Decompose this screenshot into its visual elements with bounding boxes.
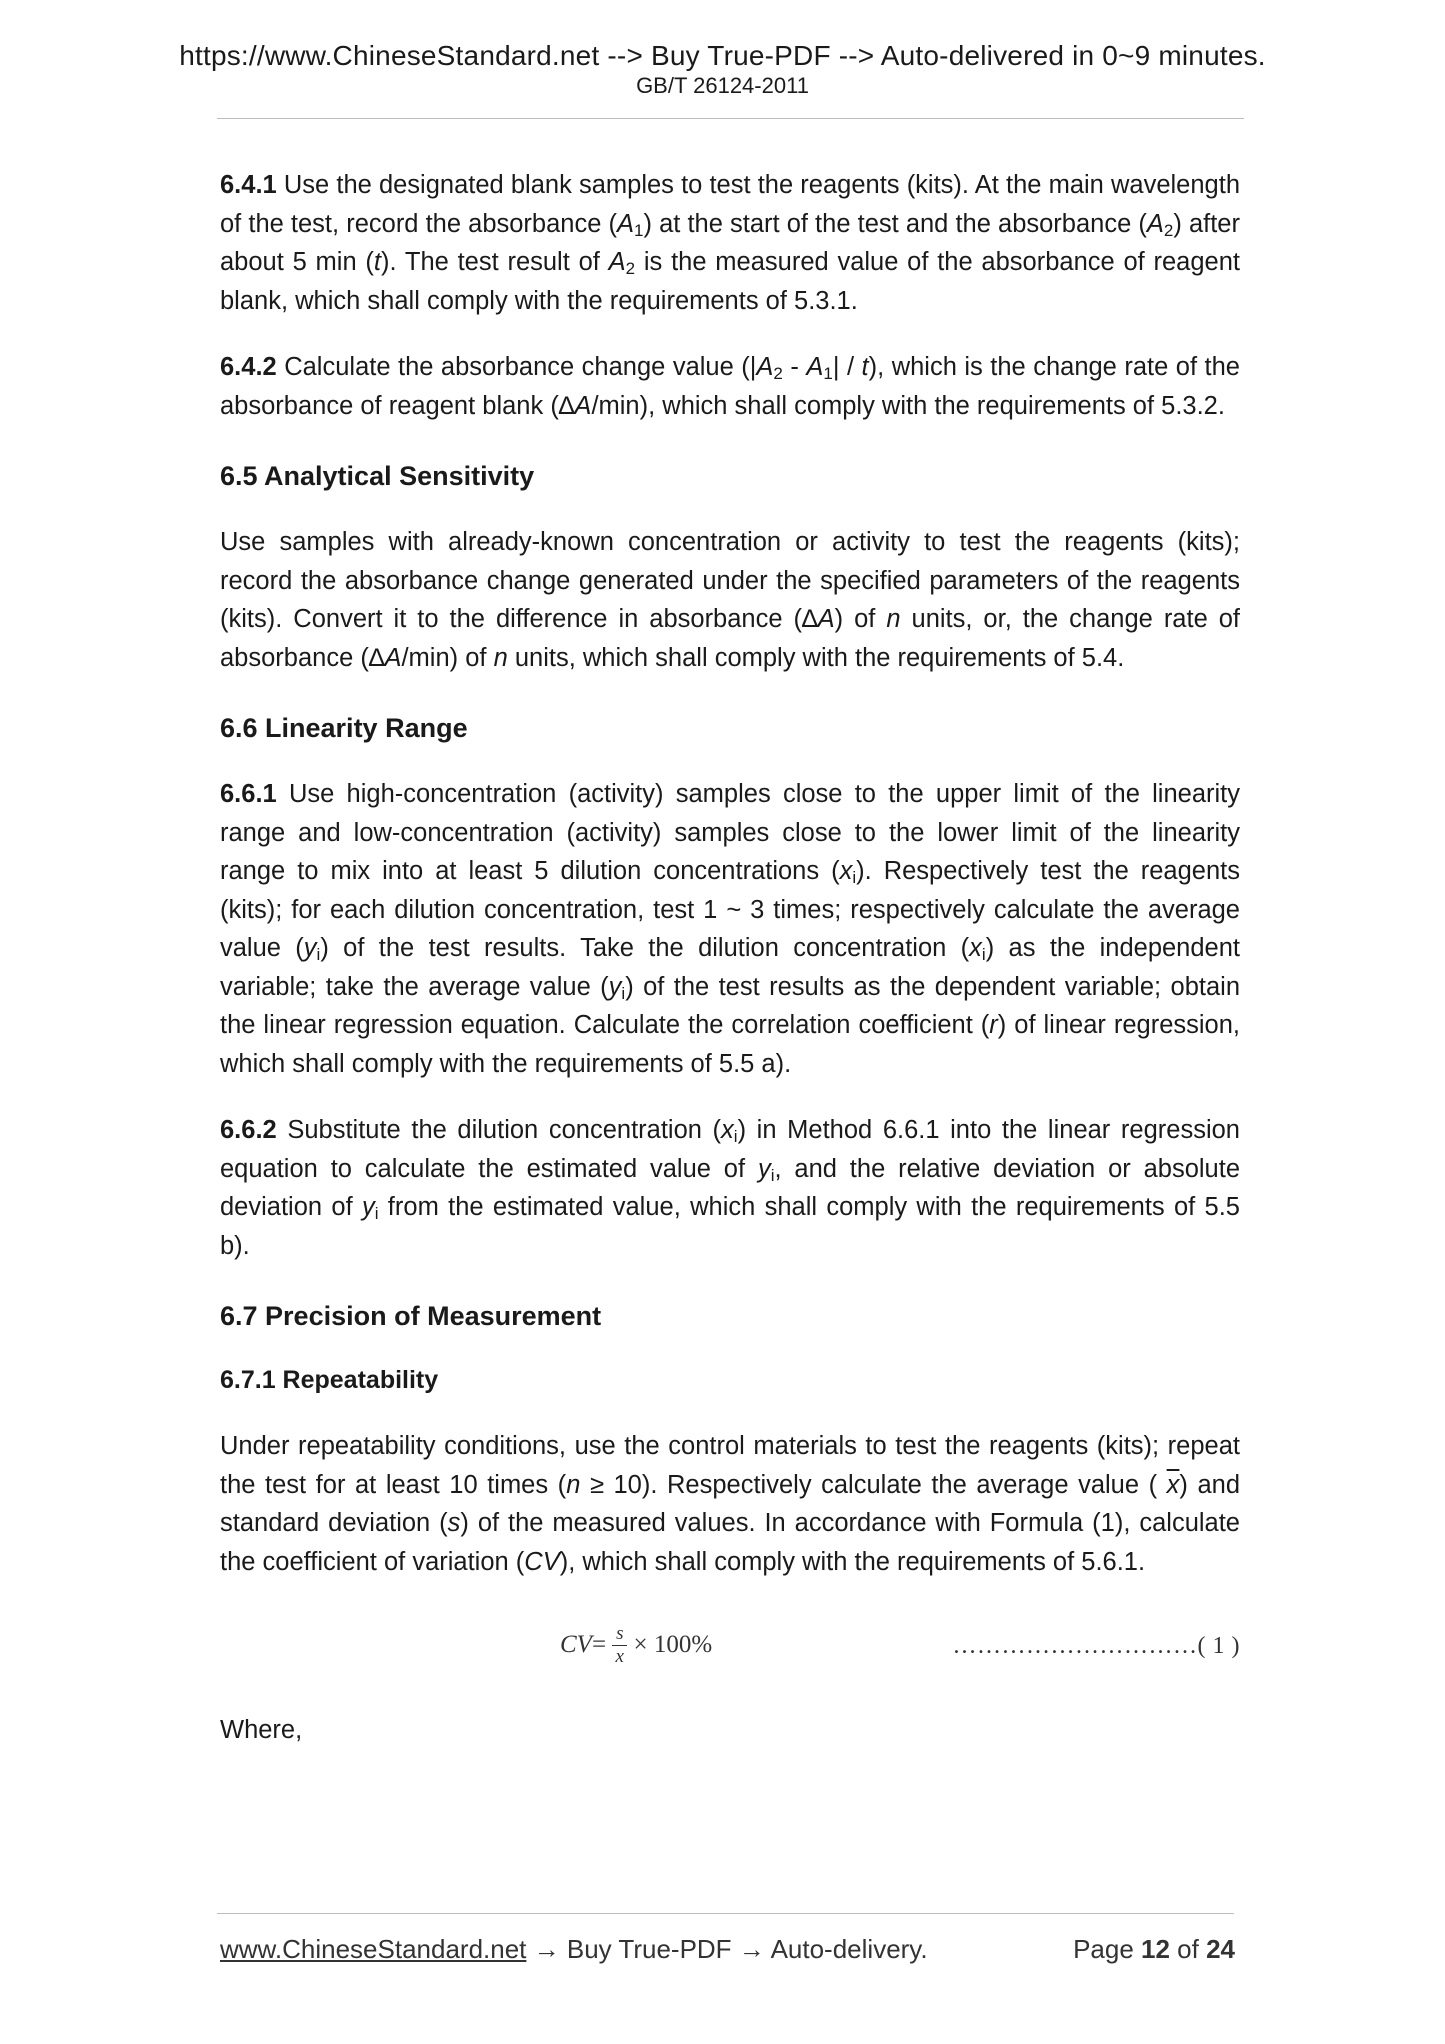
subscript: 1	[634, 220, 644, 240]
text: units, or, the change rate of absorbance (∆	[220, 605, 1240, 672]
source-banner: https://www.ChineseStandard.net --> Buy True-PDF --> Auto-delivered in 0~9 minutes.	[179, 40, 1266, 71]
symbol: n	[886, 605, 901, 633]
clause-number: 6.4.2	[220, 353, 277, 381]
symbol: y	[361, 1193, 375, 1221]
subscript: 2	[625, 259, 636, 278]
subscript: 2	[773, 364, 783, 383]
fraction-numerator: s	[612, 1623, 627, 1646]
symbol: CV	[524, 1547, 560, 1576]
footer-text: → Buy True-PDF → Auto-delivery.	[526, 1934, 928, 1964]
subscript: 1	[823, 364, 833, 383]
clause-number: 6.6.1	[220, 780, 277, 808]
text: /min), which shall comply with the requirements of 5.3.2.	[591, 391, 1225, 420]
symbol-xbar: $\overline{x}$	[1166, 1470, 1180, 1499]
footer-link-line	[220, 1934, 928, 1965]
text: Use the designated blank samples to test the reagents (kits). At the main wavelength of the test, record the absorbance (	[220, 171, 1240, 238]
formula-ref: ( 1 )	[1197, 1633, 1240, 1659]
text: ) and standard deviation (	[220, 1470, 1241, 1537]
symbol: x	[839, 857, 853, 885]
subscript: i	[852, 868, 857, 887]
text: ) at the start of the test and the absorbance (	[643, 209, 1147, 238]
text: ) of the measured values. In accordance with Formula (1), calculate the coefficient of variation (	[220, 1509, 1240, 1576]
symbol: y	[303, 934, 317, 962]
symbol: A	[608, 248, 626, 276]
header-divider	[217, 118, 1244, 119]
page-indicator	[1073, 1934, 1235, 1965]
symbol: n	[493, 643, 508, 672]
clause-6-4-2	[220, 348, 1240, 425]
symbol: A	[1146, 209, 1164, 238]
formula-rhs: × 100%	[633, 1630, 713, 1658]
symbol: n	[566, 1470, 581, 1499]
subscript: i	[621, 983, 626, 1003]
subscript: i	[733, 1127, 738, 1146]
text: is the measured value of the absorbance of reagent blank, which shall comply with the requirements of 5.3.1.	[220, 248, 1240, 315]
text: ) of the test results. Take the dilution concentration (	[320, 934, 970, 962]
formula-expression	[560, 1615, 712, 1675]
heading-6-7: 6.7 Precision of Measurement	[220, 1301, 602, 1331]
text: ). Respectively test the reagents (kits); for each dilution concentration, test 1 ~ 3 times; respectively calculate the average value (	[220, 857, 1240, 962]
leader-dots: …………………………	[952, 1633, 1198, 1659]
text: , and the relative deviation or absolute deviation of	[220, 1154, 1241, 1221]
text: ) of	[834, 605, 887, 633]
page-number: 12	[1141, 1934, 1170, 1964]
subscript: i	[316, 945, 321, 964]
symbol: s	[447, 1509, 461, 1537]
symbol: A	[806, 353, 824, 381]
text: ≥ 10). Respectively calculate the average value (	[580, 1470, 1167, 1499]
text: Under repeatability conditions, use the control materials to test the reagents (kits); repeat the test for at least 10 times (	[220, 1432, 1240, 1499]
page-label: Page	[1073, 1934, 1142, 1964]
subscript: 2	[1163, 220, 1174, 240]
footer-divider	[217, 1913, 1234, 1914]
clause-6-4-1	[220, 166, 1240, 320]
text: ) in Method 6.6.1 into the linear regression equation to calculate the estimated value of	[220, 1116, 1240, 1183]
text: -	[782, 353, 807, 381]
clause-6-6-1	[220, 775, 1240, 1083]
text: Substitute the dilution concentration (	[276, 1116, 722, 1144]
symbol: x	[721, 1116, 734, 1144]
text: ), which is the change rate of the absorbance of reagent blank (∆	[220, 353, 1240, 420]
symbol: A	[574, 391, 592, 420]
text: units, which shall comply with the requirements of 5.4.	[507, 643, 1125, 672]
symbol: A	[384, 643, 402, 672]
symbol: t	[861, 353, 869, 381]
text: ). The test result of	[380, 248, 609, 276]
symbol: A	[617, 209, 635, 238]
symbol: r	[989, 1011, 998, 1039]
subscript: i	[981, 945, 986, 964]
site-link[interactable]: www.ChineseStandard.net	[220, 1934, 527, 1964]
text: ) after about 5 min (	[220, 209, 1240, 276]
clause-6-5-text	[220, 523, 1240, 677]
fraction-denominator: x	[615, 1645, 624, 1667]
text: Calculate the absorbance change value (|	[276, 353, 757, 381]
subscript: i	[374, 1204, 379, 1223]
where-label: Where,	[220, 1716, 303, 1744]
symbol: y	[757, 1154, 771, 1183]
clause-6-6-2	[220, 1111, 1240, 1265]
heading-6-6: 6.6 Linearity Range	[220, 713, 468, 743]
text: from the estimated value, which shall comply with the requirements of 5.5 b).	[220, 1193, 1240, 1260]
formula-lhs: CV	[560, 1630, 592, 1658]
heading-6-7-1: 6.7.1 Repeatability	[220, 1366, 439, 1394]
formula-fraction	[612, 1623, 627, 1668]
text: Use high-concentration (activity) samples close to the upper limit of the linearity range and low-concentration (activity) samples close to the lower limit of the linearity range to mix into at least 5 dilution concentrations (	[220, 780, 1240, 885]
formula-number	[953, 1627, 1240, 1666]
text: | /	[832, 353, 862, 381]
clause-number: 6.6.2	[220, 1116, 277, 1144]
heading-6-5: 6.5 Analytical Sensitivity	[220, 461, 535, 491]
symbol: A	[817, 605, 835, 633]
page-total: 24	[1206, 1934, 1235, 1964]
symbol: A	[756, 353, 774, 381]
clause-number: 6.4.1	[220, 171, 277, 199]
text: Use samples with already-known concentration or activity to test the reagents (kits); record the absorbance change generated under the specified parameters of the reagents (kits). Convert it to the difference in absorbance (∆	[220, 528, 1240, 633]
page-body	[220, 166, 1240, 1750]
text: ) of the test results as the dependent variable; obtain the linear regression equation. Calculate the correlation coefficient (	[220, 972, 1240, 1039]
page-of: of	[1169, 1934, 1207, 1964]
text: /min) of	[401, 643, 494, 672]
subscript: i	[770, 1165, 775, 1185]
symbol: t	[373, 248, 381, 276]
formula-1	[220, 1615, 1240, 1685]
symbol: y	[608, 972, 622, 1001]
standard-number: GB/T 26124-2011	[636, 73, 809, 98]
symbol: x	[969, 934, 982, 962]
clause-6-7-1-text	[220, 1427, 1240, 1581]
text: ) as the independent variable; take the average value (	[220, 934, 1240, 1001]
text: ), which shall comply with the requirements of 5.6.1.	[559, 1547, 1146, 1576]
text: ) of linear regression, which shall comply with the requirements of 5.5 a).	[220, 1011, 1241, 1078]
formula-equals: =	[591, 1630, 607, 1658]
